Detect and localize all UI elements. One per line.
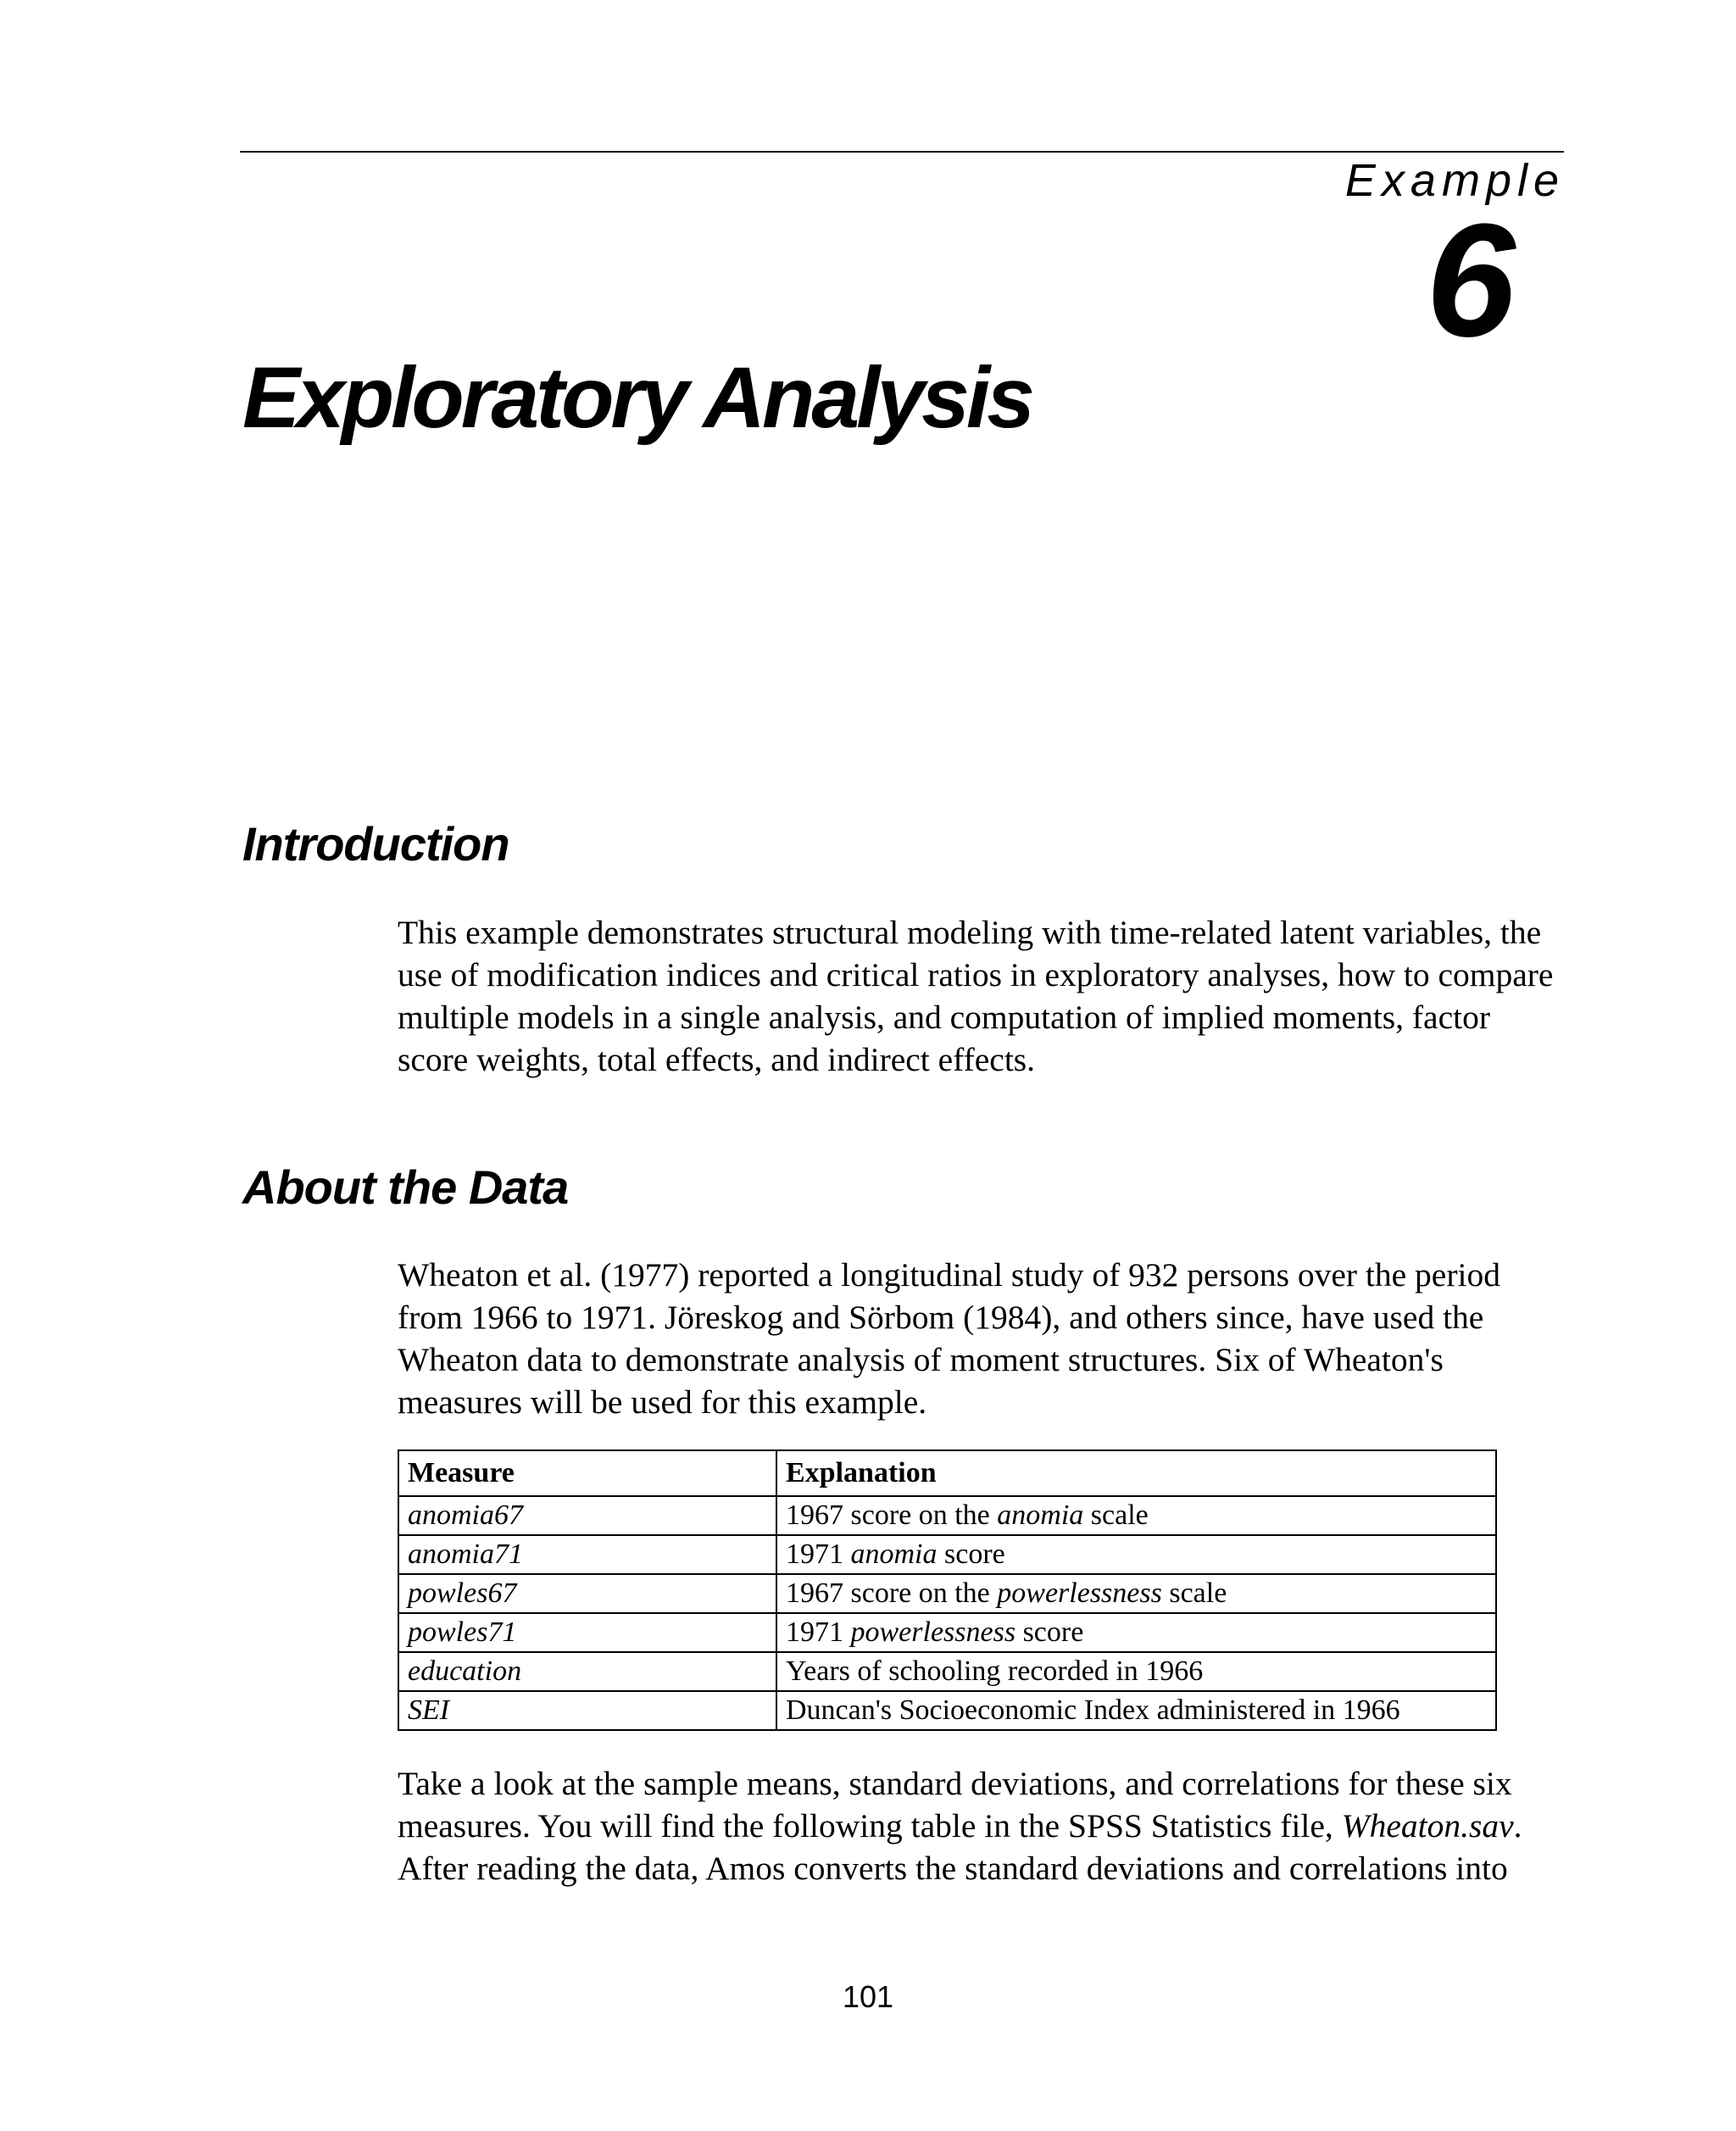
introduction-paragraph [398,911,1567,1081]
explanation-cell: Duncan's Socioeconomic Index administered in 1966 [776,1691,1496,1730]
closing-paragraph [398,1762,1567,1889]
chapter-title: Exploratory Analysis [242,349,1032,446]
explanation-cell: 1967 score on the anomia scale [776,1496,1496,1535]
explanation-cell: 1967 score on the powerlessness scale [776,1574,1496,1613]
about-data-paragraph [398,1254,1567,1423]
explanation-cell: 1971 powerlessness score [776,1613,1496,1652]
measure-cell: powles67 [398,1574,776,1613]
table-row [398,1535,1496,1574]
measure-cell: anomia71 [398,1535,776,1574]
measure-column-header: Measure [398,1450,776,1496]
example-number: 6 [1426,191,1516,370]
closing-text: Take a look at the sample means, standard deviations, and correlations for these six measures. You will find the following table in the SPSS Statistics file, Wheaton.sav. After reading the data, Amos converts the standard deviations and correlations into [398,1765,1522,1887]
header-rule [240,151,1564,153]
measure-cell: SEI [398,1691,776,1730]
measure-cell: anomia67 [398,1496,776,1535]
table-row [398,1496,1496,1535]
measures-table [398,1449,1497,1731]
table-row [398,1613,1496,1652]
table-header-row [398,1450,1496,1496]
about-data-text: Wheaton et al. (1977) reported a longitudinal study of 932 persons over the period from 1966 to 1971. Jöreskog and Sörbom (1984), and others since, have used the Wheaton data to demonstrate analysis of moment structures. Six of Wheaton's measures will be used for this example. [398,1256,1500,1421]
table-row [398,1574,1496,1613]
table-row [398,1652,1496,1691]
explanation-cell: 1971 anomia score [776,1535,1496,1574]
filename: Wheaton.sav [1341,1807,1514,1844]
measure-cell: education [398,1652,776,1691]
introduction-text: This example demonstrates structural modeling with time-related latent variables, the use of modification indices and critical ratios in exploratory analyses, how to compare multiple models in a single analysis, and computation of implied moments, factor score weights, total effects, and indirect effects. [398,914,1554,1078]
explanation-cell: Years of schooling recorded in 1966 [776,1652,1496,1691]
explanation-column-header: Explanation [776,1450,1496,1496]
about-data-heading: About the Data [242,1160,569,1214]
example-label: Example [1344,155,1565,206]
page-number: 101 [842,1979,894,2014]
introduction-heading: Introduction [242,817,509,871]
table-row [398,1691,1496,1730]
measure-cell: powles71 [398,1613,776,1652]
